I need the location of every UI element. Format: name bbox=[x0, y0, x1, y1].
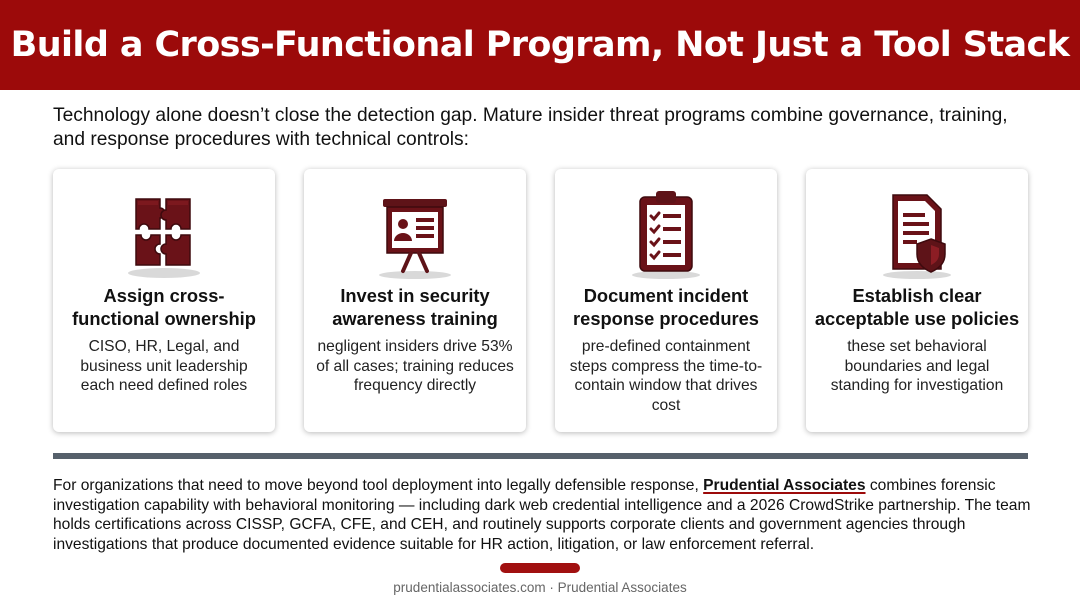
card-description: negligent insiders drive 53% of all cases; training reduces frequency directly bbox=[316, 338, 514, 394]
presentation-board-icon bbox=[365, 183, 465, 283]
card-title: Assign cross-functional ownership bbox=[72, 285, 256, 329]
body-text-lead: For organizations that need to move beyond tool deployment into legally defensible response, bbox=[53, 477, 704, 494]
card-training bbox=[304, 169, 526, 432]
page-title: Build a Cross-Functional Program, Not Just a Tool Stack bbox=[10, 25, 1070, 65]
accent-pill bbox=[500, 563, 580, 573]
body-paragraph bbox=[53, 476, 1043, 554]
card-use-policies bbox=[806, 169, 1028, 432]
card-title: Document incident response procedures bbox=[573, 285, 759, 329]
body-text-rest: combines forensic investigation capability with behavioral monitoring — including dark web credential intelligence and a 2026 CrowdStrike partnership. The team holds certifications across CISSP, GCFA, CFE, and CEH, and routinely supports corporate clients and government agencies through investigations that produce documented evidence suitable for HR action, litigation, or law enforcement referral. bbox=[53, 477, 1031, 553]
card-title: Invest in security awareness training bbox=[332, 285, 498, 329]
section-divider bbox=[53, 453, 1028, 459]
puzzle-icon bbox=[114, 183, 214, 283]
card-description: CISO, HR, Legal, and business unit leadership each need defined roles bbox=[80, 338, 248, 394]
document-shield-icon bbox=[867, 183, 967, 283]
title-banner bbox=[0, 0, 1080, 90]
card-description: these set behavioral boundaries and legal standing for investigation bbox=[830, 338, 1004, 394]
card-description: pre-defined containment steps compress the time-to-contain window that drives cost bbox=[569, 338, 763, 414]
footer-credit: prudentialassociates.com · Prudential Associates bbox=[393, 580, 687, 595]
brand-link[interactable]: Prudential Associates bbox=[703, 477, 866, 494]
card-title: Establish clear acceptable use policies bbox=[814, 285, 1020, 329]
intro-paragraph: Technology alone doesn’t close the detection gap. Mature insider threat programs combine governance, training, and response procedures with technical controls: bbox=[53, 105, 1008, 150]
card-incident-response bbox=[555, 169, 777, 432]
card-ownership bbox=[53, 169, 275, 432]
cards-row bbox=[53, 169, 1028, 432]
clipboard-checklist-icon bbox=[616, 183, 716, 283]
